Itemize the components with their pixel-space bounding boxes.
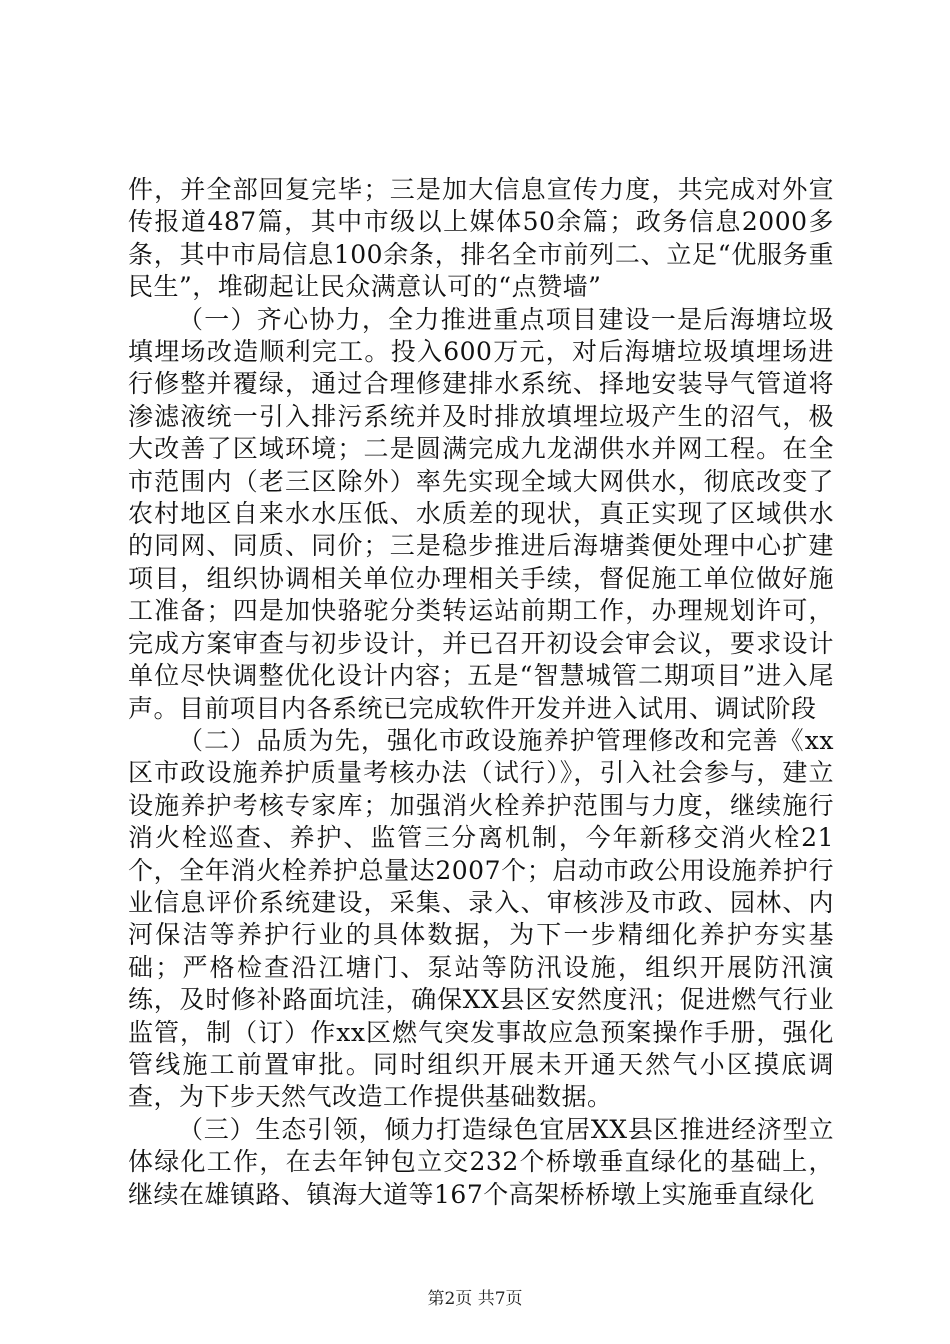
paragraph-section-1: （一）齐心协力，全力推进重点项目建设一是后海塘垃圾填埋场改造顺利完工。投入600万元，对后海塘垃圾填埋场进行修整并覆绿，通过合理修建排水系统、择地安装导气管道将渗滤液统一引入排污系统并及时排放填埋垃圾产生的沼气，极大改善了区域环境；二是圆满完成九龙湖供水并网工程。在全市范围内（老三区除外）率先实现全域大网供水，彻底改变了农村地区自来水水压低、水质差的现状，真正实现了区域供水的同网、同质、同价；三是稳步推进后海塘粪便处理中心扩建项目，组织协调相关单位办理相关手续，督促施工单位做好施工准备；四是加快骆驼分类转运站前期工作，办理规划许可，完成方案审查与初步设计，并已召开初设会审会议，要求设计单位尽快调整优化设计内容；五是“智慧城管二期项目”进入尾声。目前项目内各系统已完成软件开发并进入试用、调试阶段 xyxy=(128,304,834,723)
paragraph-section-3: （三）生态引领，倾力打造绿色宜居XX县区推进经济型立体绿化工作，在去年钟包立交232个桥墩垂直绿化的基础上，继续在雄镇路、镇海大道等167个高架桥桥墩上实施垂直绿化 xyxy=(128,1114,834,1209)
document-body xyxy=(128,174,834,1211)
page-footer xyxy=(0,1284,950,1309)
paragraph-section-2: （二）品质为先，强化市政设施养护管理修改和完善《xx区市政设施养护质量考核办法（试行）》，引入社会参与，建立设施养护考核专家库；加强消火栓养护范围与力度，继续施行消火栓巡查、养护、监管三分离机制，今年新移交消火栓21个，全年消火栓养护总量达2007个；启动市政公用设施养护行业信息评价系统建设，采集、录入、审核涉及市政、园林、内河保洁等养护行业的具体数据，为下一步精细化养护夯实基础；严格检查沿江塘门、泵站等防汛设施，组织开展防汛演练，及时修补路面坑洼，确保XX县区安然度汛；促进燃气行业监管，制（订）作xx区燃气突发事故应急预案操作手册，强化管线施工前置审批。同时组织开展未开通天然气小区摸底调查，为下步天然气改造工作提供基础数据。 xyxy=(128,725,834,1112)
paragraph-continuation: 件，并全部回复完毕；三是加大信息宣传力度，共完成对外宣传报道487篇，其中市级以上媒体50余篇；政务信息2000多条，其中市局信息100余条，排名全市前列二、立足“优服务重民生”，堆砌起让民众满意认可的“点赞墙” xyxy=(128,175,834,302)
page-number: 第2页 共7页 xyxy=(427,1289,523,1309)
